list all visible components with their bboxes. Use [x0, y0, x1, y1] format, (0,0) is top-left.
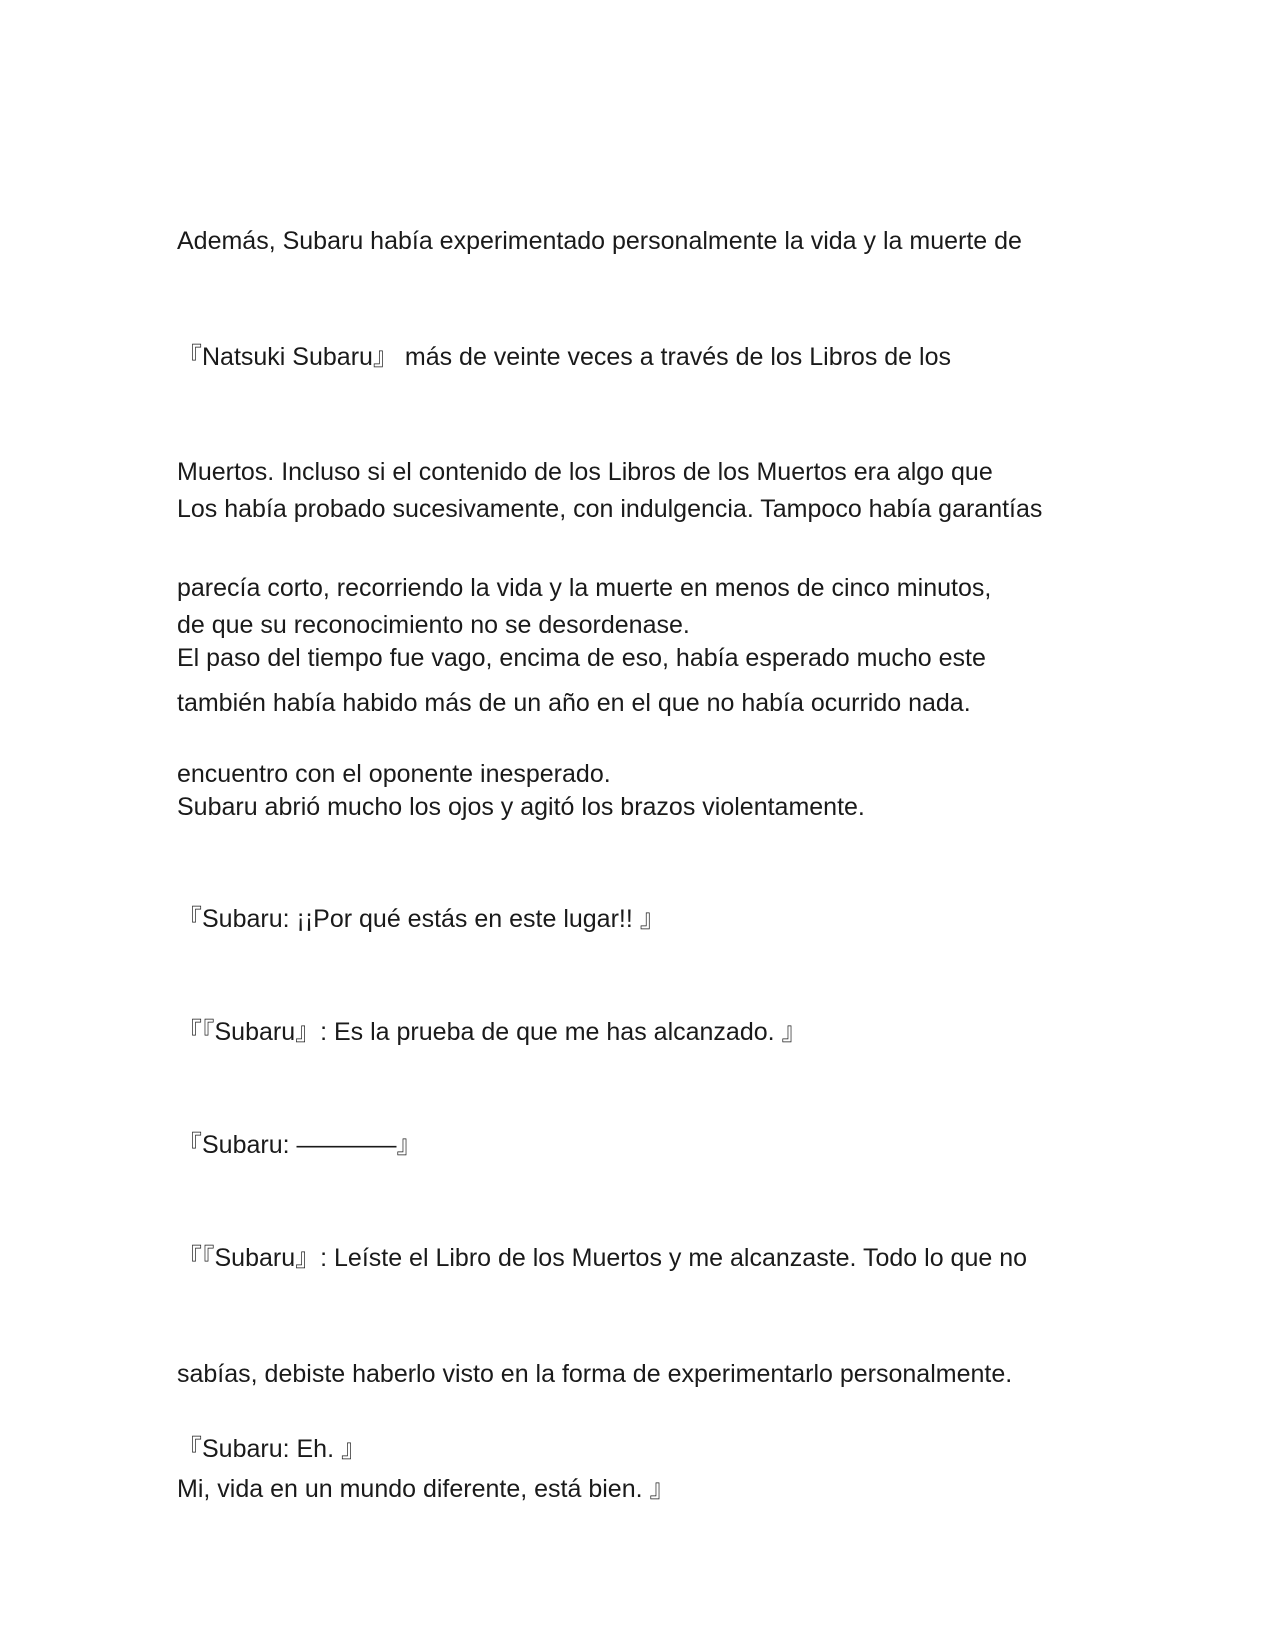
- text-line: 『Subaru: Eh. 』: [177, 1435, 366, 1463]
- text-line: 『『Subaru』: Leíste el Libro de los Muertos y me alcanzaste. Todo lo que no: [177, 1244, 1028, 1272]
- text-line: 『『Subaru』: Es la prueba de que me has alcanzado. 』: [177, 1018, 807, 1046]
- text-line: Además, Subaru había experimentado personalmente la vida y la muerte de: [177, 227, 1022, 255]
- text-line: Los había probado sucesivamente, con indulgencia. Tampoco había garantías: [177, 495, 1043, 523]
- dialogue-line-5: [177, 1353, 1117, 1546]
- text-line: también había habido más de un año en el que no había ocurrido nada.: [177, 689, 971, 717]
- text-line: 『Natsuki Subaru』 más de veinte veces a través de los Libros de los: [177, 342, 951, 371]
- text-line: Muertos. Incluso si el contenido de los Libros de los Muertos era algo que: [177, 458, 993, 486]
- text-line: sabías, debiste haberlo visto en la forma de experimentarlo personalmente.: [177, 1359, 1013, 1388]
- text-line: El paso del tiempo fue vago, encima de eso, había esperado mucho este: [177, 644, 986, 672]
- text-line: Subaru abrió mucho los ojos y agitó los brazos violentamente.: [177, 793, 865, 821]
- text-line: 『Subaru: ¡¡Por qué estás en este lugar!! 』: [177, 905, 665, 933]
- text-line: Mi, vida en un mundo diferente, está bien. 』: [177, 1475, 675, 1503]
- text-line: encuentro con el oponente inesperado.: [177, 759, 611, 788]
- text-line: parecía corto, recorriendo la vida y la muerte en menos de cinco minutos,: [177, 573, 992, 602]
- text-line: de que su reconocimiento no se desordenase.: [177, 610, 690, 639]
- text-line: 『Subaru: ————』: [177, 1131, 422, 1159]
